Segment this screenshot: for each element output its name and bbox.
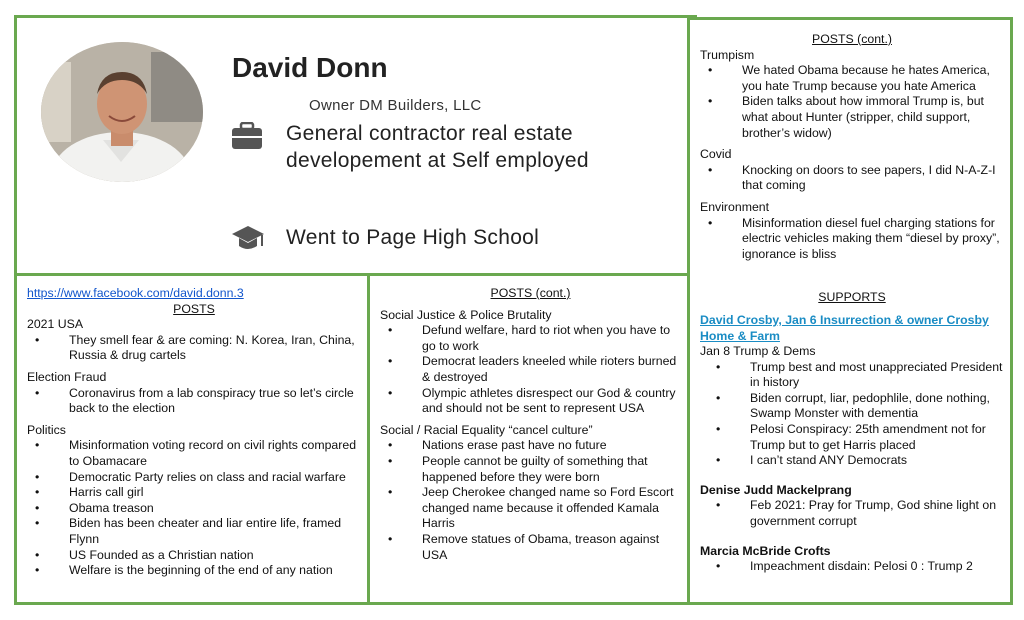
section-title: Environment	[700, 199, 770, 214]
posts-panel-right	[687, 17, 1013, 605]
briefcase-icon	[231, 122, 263, 150]
list-item: • Welfare is the beginning of the end of any nation	[27, 563, 361, 579]
list-item: • We hated Obama because he hates America, you hate Trump because you hate America	[700, 63, 1004, 94]
supporter-name-link[interactable]: David Crosby, Jan 6 Insurrection & owner Crosby Home & Farm	[700, 312, 989, 343]
section-title: Covid	[700, 147, 732, 162]
avatar	[41, 42, 203, 182]
profile-name: David Donn	[232, 52, 388, 83]
posts-heading: POSTS	[173, 301, 215, 316]
section-title: Trumpism	[700, 47, 755, 62]
section-politics	[27, 423, 361, 579]
section-election-fraud	[27, 370, 361, 417]
list-item: • Jeep Cherokee changed name so Ford Escort changed name because it offended Kamala Harris	[380, 485, 681, 532]
profile-owner: Owner DM Builders, LLC	[309, 97, 482, 114]
posts-cont-heading: POSTS (cont.)	[812, 32, 892, 46]
supporter-denise-judd	[700, 483, 1004, 530]
list-item: • Defund welfare, hard to riot when you have to go to work	[380, 323, 681, 354]
supporter-name: Denise Judd Mackelprang	[700, 482, 852, 497]
section-title: Social / Racial Equality “cancel culture”	[380, 422, 593, 437]
list-item: • Harris call girl	[27, 485, 361, 501]
list-item: • Misinformation diesel fuel charging stations for electric vehicles making them “diesel by proxy”, ignorance is bliss	[700, 216, 1004, 263]
list-item: • Coronavirus from a lab conspiracy true so let’s circle back to the election	[27, 386, 361, 417]
posts-panel-middle	[367, 273, 690, 605]
list-item: • US Founded as a Christian nation	[27, 548, 361, 564]
list-item: • Pelosi Conspiracy: 25th amendment not for Trump but to get Harris placed	[700, 422, 1004, 453]
supports-heading: SUPPORTS	[818, 290, 886, 305]
profile-card	[14, 15, 697, 276]
list-item: • Misinformation voting record on civil rights compared to Obamacare	[27, 438, 361, 469]
graduation-cap-icon	[231, 224, 265, 252]
list-item: • Obama treason	[27, 501, 361, 517]
supporter-name: Marcia McBride Crofts	[700, 543, 831, 558]
list-item: • Biden talks about how immoral Trump is, but what about Hunter (stripper, child support, brother’s widow)	[700, 94, 1004, 141]
section-title: Social Justice & Police Brutality	[380, 307, 552, 322]
section-trumpism	[700, 48, 1004, 142]
list-item: • Impeachment disdain: Pelosi 0 : Trump 2	[700, 559, 1004, 575]
section-title: Politics	[27, 422, 66, 437]
section-title: Election Fraud	[27, 369, 107, 384]
supporter-marcia-mcbride	[700, 544, 1004, 575]
list-item: • Biden has been cheater and liar entire life, framed Flynn	[27, 516, 361, 547]
list-item: • Feb 2021: Pray for Trump, God shine light on government corrupt	[700, 498, 1004, 529]
section-racial-equality	[380, 423, 681, 563]
supporter-david-crosby	[700, 313, 1004, 469]
section-covid	[700, 147, 1004, 194]
profile-job: General contractor real estate developement at Self employed	[286, 122, 589, 172]
list-item: • I can’t stand ANY Democrats	[700, 453, 1004, 469]
section-2021-usa	[27, 317, 361, 364]
list-item: • Democrat leaders kneeled while rioters burned & destroyed	[380, 354, 681, 385]
list-item: • They smell fear & are coming: N. Korea, Iran, China, Russia & drug cartels	[27, 333, 361, 364]
profile-url-link[interactable]: https://www.facebook.com/david.donn.3	[27, 286, 244, 300]
avatar-photo	[41, 42, 203, 182]
list-item: • People cannot be guilty of something that happened before they were born	[380, 454, 681, 485]
list-item: • Nations erase past have no future	[380, 438, 681, 454]
list-item: • Olympic athletes disrespect our God & country and should not be sent to represent USA	[380, 386, 681, 417]
section-title: 2021 USA	[27, 317, 84, 332]
list-item: • Remove statues of Obama, treason against USA	[380, 532, 681, 563]
list-item: • Democratic Party relies on class and racial warfare	[27, 470, 361, 486]
supporter-subtitle: Jan 8 Trump & Dems	[700, 344, 816, 359]
posts-cont-heading: POSTS (cont.)	[490, 286, 571, 300]
section-environment	[700, 200, 1004, 262]
list-item: • Biden corrupt, liar, pedophlile, done nothing, Swamp Monster with dementia	[700, 391, 1004, 422]
list-item: • Trump best and most unappreciated President in history	[700, 360, 1004, 391]
section-social-justice	[380, 308, 681, 417]
profile-school: Went to Page High School	[286, 226, 540, 249]
posts-panel-left	[14, 273, 370, 605]
list-item: • Knocking on doors to see papers, I did N-A-Z-I that coming	[700, 163, 1004, 194]
